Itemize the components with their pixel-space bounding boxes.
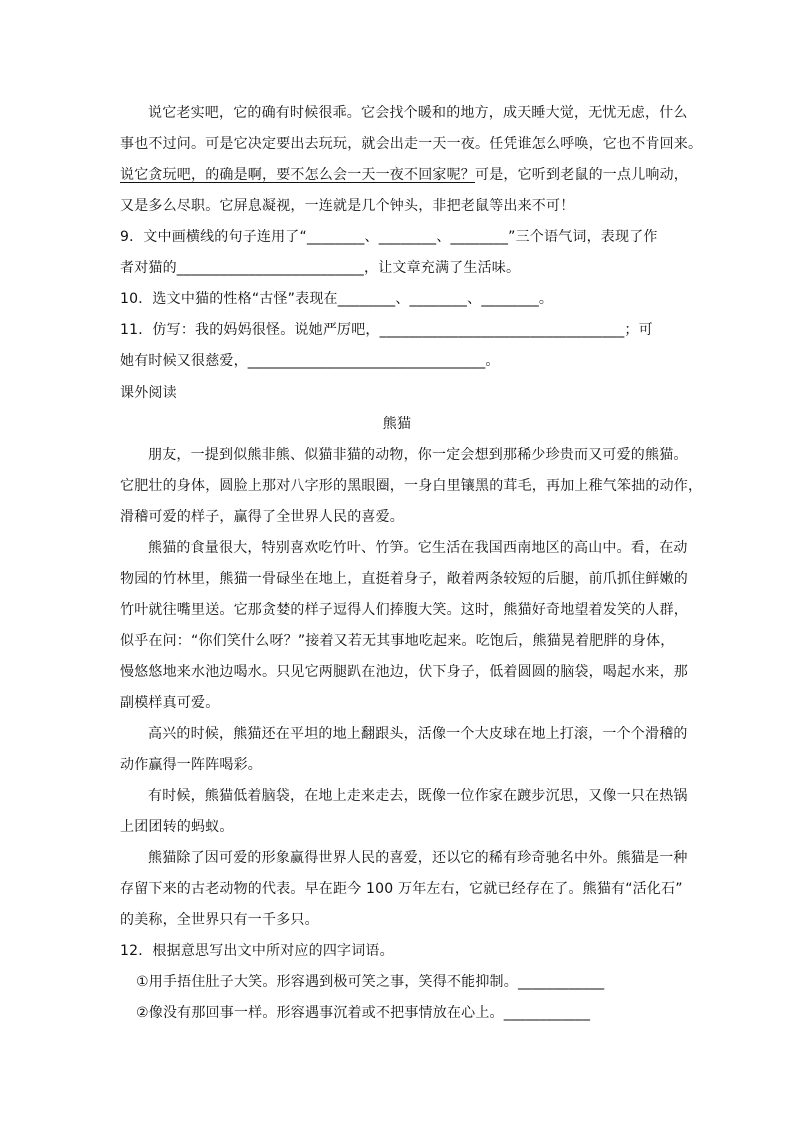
passage2-p5-line1: 熊猫除了因可爱的形象赢得世界人民的喜爱，还以它的稀有珍奇驰名中外。熊猫是一种	[148, 850, 688, 866]
passage2-p2-line6: 副模样真可爱。	[120, 695, 220, 711]
passage2-p2-line2: 物园的竹林里，熊猫一骨碌坐在地上，直挺着身子，敞着两条较短的后腿，前爪抓住鲜嫩的	[120, 571, 688, 587]
passage2-p3-line1: 高兴的时候，熊猫还在平坦的地上翻跟头，活像一个大皮球在地上打滚，一个个滑稽的	[148, 726, 688, 742]
passage2-p1-line2: 它肥壮的身体，圆脸上那对八字形的黑眼圈，一身白里镶黑的茸毛，再加上稚气笨拙的动作，	[120, 478, 703, 494]
underlined-sentence: 说它贪玩吧，的确是啊，要不怎么会一天一夜不回家呢？	[120, 167, 475, 183]
question-11-line1: 11．仿写：我的妈妈很怪。说她严厉吧，__________________________________；可	[120, 322, 653, 338]
question-9-line2: 者对猫的__________________________，让文章充满了生活味。	[120, 260, 521, 276]
passage2-p3-line2: 动作赢得一阵阵喝彩。	[120, 757, 262, 773]
passage2-title: 熊猫	[382, 416, 412, 432]
question-10: 10．选文中猫的性格“古怪”表现在________、________、________。	[120, 291, 554, 307]
passage1-line3	[120, 165, 688, 185]
passage2-p4-line1: 有时候，熊猫低着脑袋，在地上走来走去，既像一位作家在踱步沉思，又像一只在热锅	[148, 788, 688, 804]
question-11-line2: 她有时候又很慈爱，_________________________________。	[120, 353, 500, 369]
passage2-p2-line4: 似乎在问：“你们笑什么呀？”接着又若无其事地吃起来。吃饱后，熊猫晃着肥胖的身体，	[120, 633, 675, 649]
passage2-p2-line5: 慢悠悠地来水池边喝水。只见它两腿趴在池边，伏下身子，低着圆圆的脑袋，喝起水来，那	[120, 664, 688, 680]
passage1-line3-rest: 可是，它听到老鼠的一点儿响动，	[475, 167, 688, 183]
question-12-item1: ①用手捂住肚子大笑。形容遇到极可笑之事，笑得不能抑制。____________	[136, 974, 605, 990]
passage2-p1-line1: 朋友，一提到似熊非熊、似猫非猫的动物，你一定会想到那稀少珍贵而又可爱的熊猫。	[148, 447, 688, 463]
passage2-p5-line2: 存留下来的古老动物的代表。早在距今 100 万年左右，它就已经存在了。熊猫有“活化石”	[120, 881, 683, 897]
question-12: 12．根据意思写出文中所对应的四字词语。	[120, 943, 394, 959]
passage2-p1-line3: 滑稽可爱的样子，赢得了全世界人民的喜爱。	[120, 509, 404, 525]
passage2-p4-line2: 上团团转的蚂蚁。	[120, 819, 234, 835]
passage1-line4: 又是多么尽职。它屏息凝视，一连就是几个钟头，非把老鼠等出来不可！	[120, 198, 575, 214]
passage2-p5-line3: 的美称，全世界只有一千多只。	[120, 912, 319, 928]
passage1-line2: 事也不过问。可是它决定要出去玩玩，就会出走一天一夜。任凭谁怎么呼唤，它也不肯回来。	[120, 136, 703, 152]
section-label: 课外阅读	[120, 385, 177, 401]
question-9-line1: 9．文中画横线的句子连用了“________、________、________”三个语气词，表现了作	[120, 229, 658, 245]
question-12-item2: ②像没有那回事一样。形容遇事沉着或不把事情放在心上。____________	[136, 1005, 591, 1021]
passage2-p2-line3: 竹叶就往嘴里送。它那贪婪的样子逗得人们捧腹大笑。这时，熊猫好奇地望着发笑的人群，	[120, 602, 688, 618]
passage2-p2-line1: 熊猫的食量很大，特别喜欢吃竹叶、竹笋。它生活在我国西南地区的高山中。看，在动	[148, 540, 688, 556]
passage1-line1: 说它老实吧，它的确有时候很乖。它会找个暖和的地方，成天睡大觉，无忧无虑，什么	[148, 105, 688, 121]
